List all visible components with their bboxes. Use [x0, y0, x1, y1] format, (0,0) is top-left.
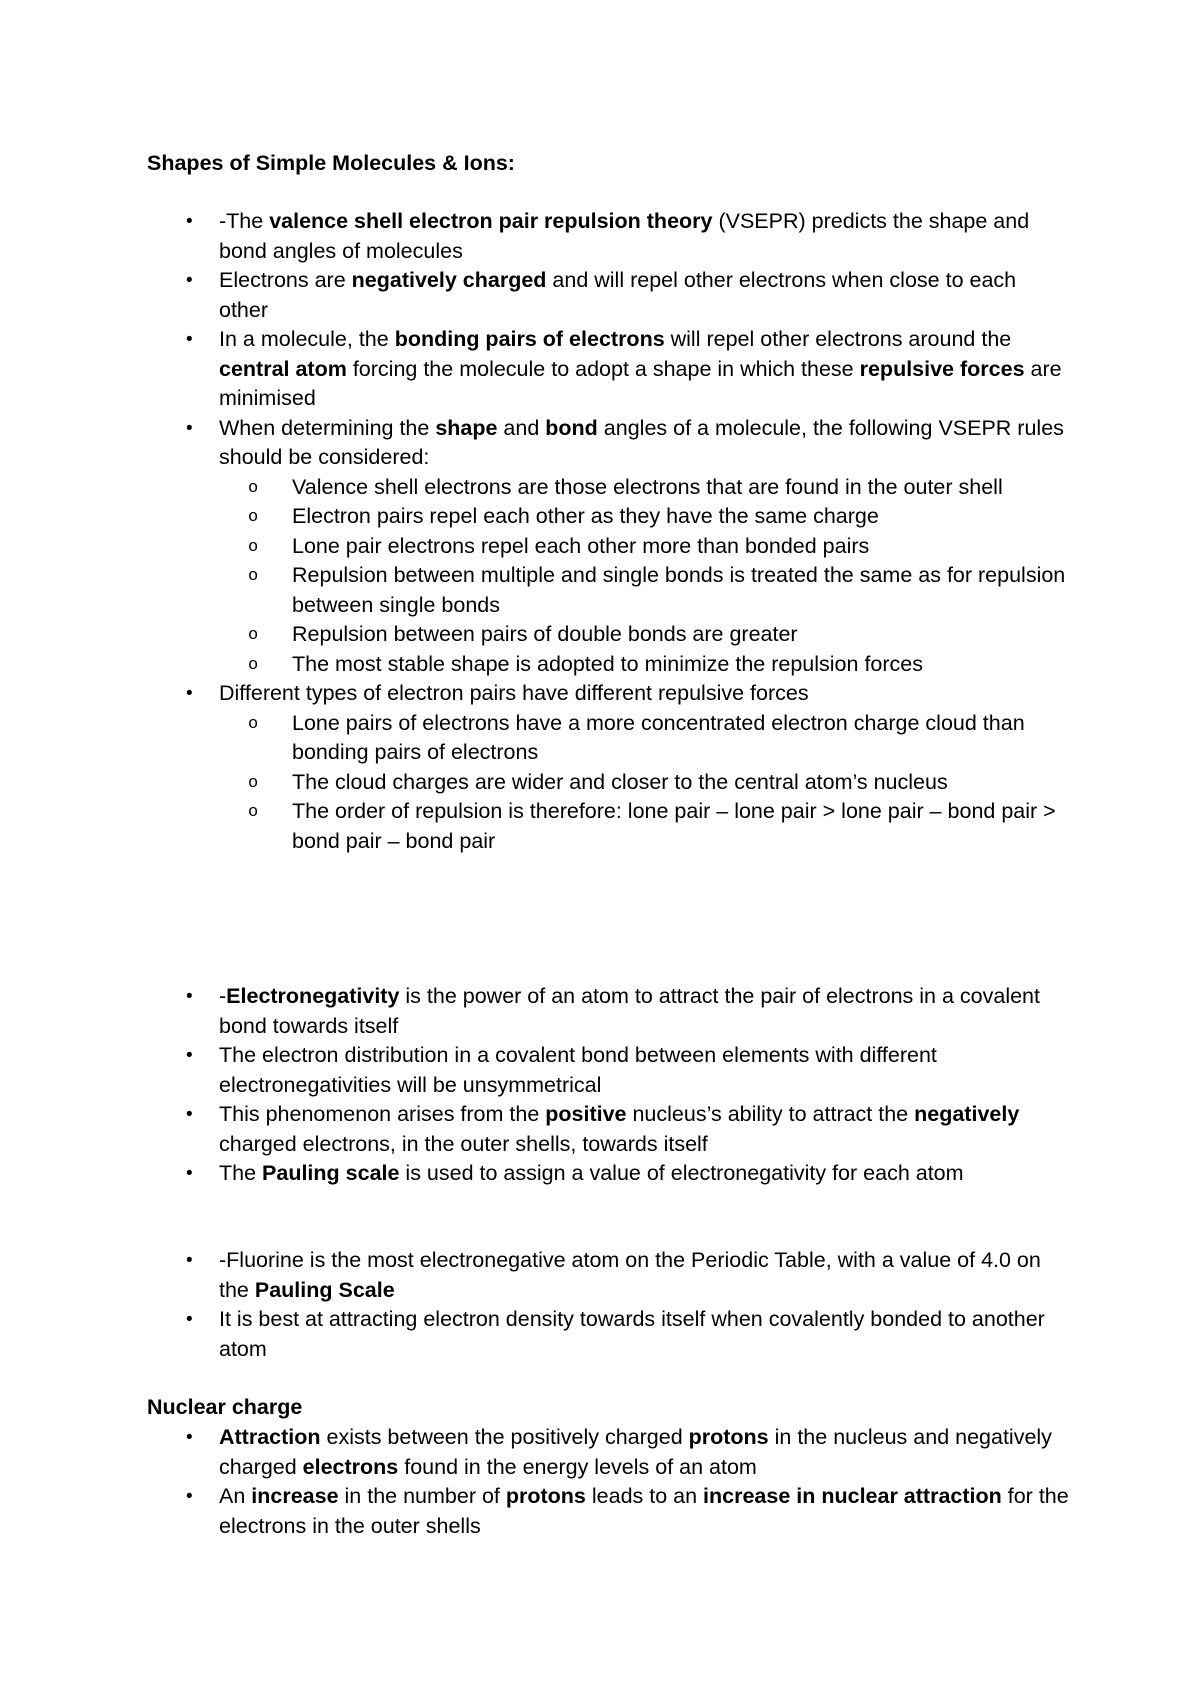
bullet-item [0, 1246, 1069, 1305]
bullet-text [219, 327, 1068, 410]
sub-bullet-text: The cloud charges are wider and closer to the central atom’s nucleus [292, 769, 948, 794]
text-run: In a molecule, the [219, 327, 395, 351]
bullet-text [219, 1307, 1051, 1361]
bold-term: negatively [914, 1102, 1020, 1126]
circle-bullet-icon: o [248, 478, 259, 498]
vsepr-bullet-list [0, 207, 1200, 856]
bold-term: Electronegativity [226, 984, 400, 1008]
bullet-icon: • [186, 417, 193, 439]
bullet-text [219, 416, 1070, 470]
bullet-text [219, 984, 1046, 1038]
bold-term: protons [688, 1425, 769, 1449]
section-heading-nuclear-charge: Nuclear charge [147, 1395, 303, 1419]
bullet-text [219, 1484, 1075, 1538]
text-run: This phenomenon arises from the [219, 1102, 546, 1126]
bullet-icon: • [186, 329, 193, 350]
sub-bullet-item [248, 620, 1082, 650]
bold-term: repulsive forces [859, 356, 1025, 381]
sub-bullet-text: Repulsion between pairs of double bonds are greater [292, 622, 798, 646]
bold-term: Pauling scale [262, 1161, 400, 1185]
bullet-icon: • [186, 1045, 193, 1066]
bold-term: protons [505, 1484, 586, 1508]
bullet-icon: • [186, 986, 193, 1007]
bullet-item [0, 1305, 1069, 1364]
bullet-text [219, 1043, 943, 1097]
sub-bullet-text: The order of repulsion is therefore: lone pair – lone pair > lone pair – bond pair > bond pair – bond pair [292, 799, 1056, 853]
text-run: exists between the positively charged [320, 1425, 689, 1449]
bold-term: valence shell electron pair repulsion theory [269, 209, 713, 233]
circle-bullet-icon: o [248, 773, 259, 793]
text-run: found in the energy levels of an atom [398, 1454, 757, 1479]
bullet-icon: • [186, 1486, 193, 1507]
bold-term: bonding pairs of electrons [394, 327, 665, 351]
text-run: Electrons are [219, 268, 352, 292]
nuclear-charge-bullet-list [0, 1423, 1200, 1541]
bullet-item [0, 266, 1069, 325]
bullet-item [0, 325, 1069, 414]
text-run: and will repel other electrons when close to each other [219, 268, 1023, 322]
text-run: -Fluorine is the most electronegative atom on the Periodic Table, with a value of 4.0 on the [219, 1248, 1047, 1302]
text-run: It is best at attracting electron density towards itself when covalently bonded to another atom [219, 1307, 1051, 1361]
bullet-item [0, 679, 1069, 856]
sub-bullet-item [248, 768, 1082, 798]
sub-bullet-list [219, 709, 1069, 857]
bullet-item [0, 1041, 1069, 1100]
text-run: charged electrons, in the outer shells, towards itself [219, 1102, 1026, 1156]
text-run: angles of a molecule, the following VSEPR rules should be considered: [219, 415, 1070, 469]
bullet-text [219, 1425, 1058, 1479]
section-heading-shapes: Shapes of Simple Molecules & Ions: [147, 151, 515, 175]
bold-term: increase [251, 1484, 339, 1508]
text-run: leads to an [585, 1484, 704, 1508]
sub-bullet-text: Electron pairs repel each other as they have the same charge [292, 504, 879, 528]
bullet-text [219, 268, 1022, 322]
text-run: forcing the molecule to adopt a shape in which these [346, 356, 860, 381]
bold-term: positive [545, 1102, 627, 1126]
sub-bullet-text: Lone pair electrons repel each other more than bonded pairs [292, 533, 870, 558]
bullet-text [219, 1102, 1025, 1156]
bullet-item [0, 1100, 1069, 1159]
text-run: The electron distribution in a covalent bond between elements with different electronegativities will be unsymmetrical [219, 1043, 943, 1097]
bold-term: bond [545, 415, 598, 440]
text-run: - [219, 984, 227, 1008]
circle-bullet-icon: o [248, 803, 259, 822]
text-run: in the nucleus and negatively charged [219, 1425, 1058, 1479]
sub-bullet-item [248, 473, 1082, 503]
text-run: (VSEPR) predicts the shape and bond angles of molecules [219, 209, 1036, 263]
circle-bullet-icon: o [248, 714, 259, 734]
bullet-icon: • [186, 1104, 193, 1125]
sub-bullet-item [248, 561, 1082, 620]
sub-bullet-text: The most stable shape is adopted to minimize the repulsion forces [292, 651, 923, 676]
bullet-icon: • [186, 1250, 193, 1271]
sub-bullet-item [248, 709, 1082, 768]
text-run: is the power of an atom to attract the pair of electrons in a covalent bond towards itself [219, 984, 1046, 1038]
text-run: and [497, 415, 546, 440]
sub-bullet-text: Repulsion between multiple and single bonds is treated the same as for repulsion between single bonds [292, 563, 1066, 617]
text-run: are minimised [219, 356, 1068, 410]
text-run: in the number of [338, 1484, 506, 1508]
text-run: Different types of electron pairs have different repulsive forces [219, 681, 809, 705]
electronegativity-bullet-list [0, 982, 1200, 1189]
bullet-item [0, 207, 1069, 266]
circle-bullet-icon: o [248, 537, 259, 557]
bullet-item [0, 1423, 1069, 1482]
bullet-text [219, 681, 809, 705]
text-run: for the electrons in the outer shells [219, 1484, 1075, 1538]
bold-term: increase in nuclear attraction [703, 1484, 1002, 1508]
bullet-item [0, 982, 1069, 1041]
sub-bullet-list [219, 473, 1069, 680]
bullet-text [219, 209, 1035, 263]
bullet-text [219, 1161, 964, 1185]
bullet-icon: • [186, 1427, 193, 1448]
circle-bullet-icon: o [248, 508, 259, 527]
circle-bullet-icon: o [248, 655, 259, 675]
bold-term: Pauling Scale [254, 1277, 395, 1302]
text-run: An [219, 1484, 252, 1508]
bullet-icon: • [186, 1309, 193, 1330]
text-run: nucleus’s ability to attract the [626, 1102, 915, 1126]
bold-term: negatively charged [351, 268, 547, 292]
sub-bullet-item [248, 532, 1082, 562]
sub-bullet-item [248, 797, 1082, 856]
bullet-icon: • [186, 1163, 193, 1184]
sub-bullet-text: Valence shell electrons are those electrons that are found in the outer shell [292, 474, 1003, 499]
bullet-icon: • [186, 270, 193, 291]
text-run: The [219, 1161, 263, 1185]
bullet-icon: • [186, 683, 193, 704]
bullet-item [0, 1159, 1069, 1189]
sub-bullet-item [248, 650, 1082, 680]
text-run: When determining the [219, 415, 436, 440]
bullet-item [0, 414, 1069, 680]
sub-bullet-item [248, 502, 1082, 532]
bold-term: shape [435, 415, 498, 440]
bullet-icon: • [186, 211, 193, 232]
bullet-item [0, 1482, 1075, 1541]
bold-term: central atom [219, 356, 347, 381]
text-run: -The [219, 209, 270, 233]
bullet-text [219, 1248, 1047, 1302]
circle-bullet-icon: o [248, 567, 259, 586]
bold-term: Attraction [219, 1425, 321, 1449]
bold-term: electrons [302, 1454, 399, 1479]
text-run: is used to assign a value of electronegativity for each atom [399, 1161, 964, 1185]
circle-bullet-icon: o [248, 626, 259, 645]
sub-bullet-text: Lone pairs of electrons have a more concentrated electron charge cloud than bonding pairs of electrons [292, 710, 1025, 764]
fluorine-bullet-list [0, 1246, 1200, 1364]
text-run: will repel other electrons around the [664, 327, 1018, 351]
